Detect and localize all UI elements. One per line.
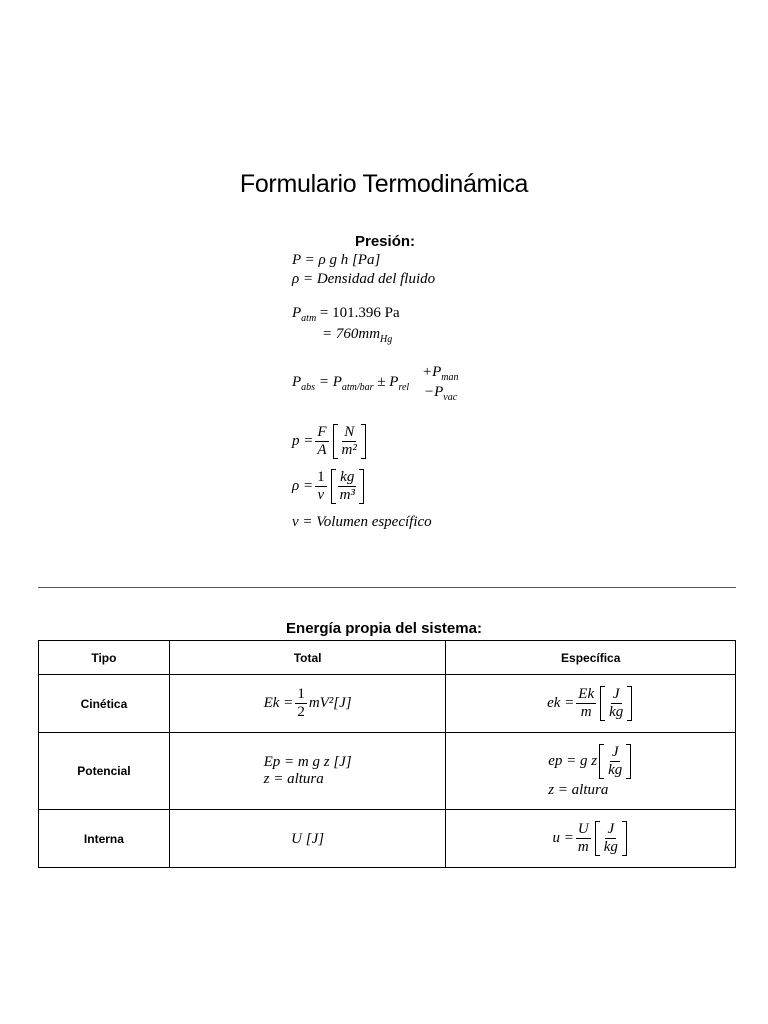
p-fraction-eq [292,424,368,459]
rho-unit-den: m³ [339,487,355,503]
p-unit-num: N [344,424,355,440]
cinetica-label: Cinética [39,675,170,733]
rho-fraction-eq [292,469,366,504]
p-unit-den: m² [341,442,357,458]
interna-unit-bracket [595,821,627,856]
interna-unit-num: J [607,821,615,837]
p-unit-bracket [333,424,366,459]
patm-hg-sub: Hg [380,334,393,345]
rho-fraction [315,469,327,504]
cinetica-especifica [446,675,736,733]
cinetica-unit [607,686,625,721]
p-unit [340,424,359,459]
cinetica-total-rhs: mV²[J] [308,695,352,711]
p-num: F [317,424,327,440]
pman-sub: man [441,372,459,383]
pman-symbol: +P [422,364,442,380]
potencial-unit-num: J [611,743,619,760]
cinetica-unit-num: J [612,686,620,702]
potencial-unit [606,744,624,779]
table-row-cinetica [39,675,736,733]
pabs-rel: ± P [377,374,399,390]
potencial-total-eq [264,754,352,788]
p-den: A [317,442,327,458]
cinetica-half-den: 2 [297,704,305,720]
pabs-symbol: P [292,374,302,390]
interna-esp-lhs: u = [552,830,574,846]
interna-total-eq: U [J] [291,830,325,847]
cinetica-unit-den: kg [609,704,624,720]
rho-num: 1 [317,469,325,485]
potencial-label: Potencial [39,733,170,810]
patm-symbol: P [292,305,302,321]
interna-esp-den: m [577,839,589,855]
interna-total [169,810,446,868]
interna-esp-frac [576,821,591,856]
interna-esp-eq [553,821,629,856]
rho-unit-bracket [331,469,364,504]
header-tipo: Tipo [39,641,170,675]
header-total: Total [169,641,446,675]
potencial-esp-eq [548,744,633,799]
interna-unit [602,821,620,856]
potencial-total-l1: Ep = m g z [J] [263,754,352,770]
pabs-atm-sub: atm/bar [341,382,374,393]
cinetica-half-num: 1 [297,686,305,702]
table-row-interna [39,810,736,868]
pvac-term [424,384,457,401]
cinetica-esp-frac [576,686,596,721]
p-lhs: p = [292,433,314,449]
volumen-line: v = Volumen específico [292,514,432,530]
pabs-rel-sub: rel [398,382,410,393]
cinetica-esp-den: m [580,704,592,720]
header-especifica: Específica [446,641,736,675]
table-header-row [39,641,736,675]
pabs-atm: = P [318,374,342,390]
potencial-unit-den: kg [608,761,623,778]
cinetica-esp-num: Ek [578,686,595,702]
cinetica-total-lhs: Ek = [263,695,294,711]
interna-unit-den: kg [603,839,618,855]
pabs-eq [292,374,409,391]
p-fraction [315,424,328,459]
rho-unit-num: kg [340,469,355,485]
pabs-sub: abs [301,382,316,393]
potencial-esp-lhs: ep = g z [548,752,598,769]
energia-table [38,640,736,868]
cinetica-esp-lhs: ek = [547,695,575,711]
cinetica-total-eq [264,686,352,721]
cinetica-esp-eq [547,686,634,721]
pvac-symbol: −P [424,384,444,400]
cinetica-unit-bracket [600,686,632,721]
potencial-esp-row [548,744,633,779]
presion-heading: Presión: [355,233,416,250]
energia-heading: Energía propia del sistema: [286,620,482,637]
presion-eq-1: P = ρ g h [Pa] [292,252,381,268]
potencial-total [169,733,446,810]
pman-term [422,364,459,381]
pvac-sub: vac [443,392,458,403]
patm-value: = 101.396 Pa [319,305,400,321]
interna-label: Interna [39,810,170,868]
potencial-total-l2: z = altura [263,771,324,787]
potencial-unit-bracket [599,744,631,779]
patm-eq [292,305,400,322]
rho-den: v [317,487,325,503]
cinetica-total [169,675,446,733]
patm-sub: atm [301,313,317,324]
potencial-especifica [446,733,736,810]
section-divider [38,587,736,588]
patm-value-2: = 760mm [322,326,381,342]
rho-lhs: ρ = [292,478,314,494]
presion-eq-2: ρ = Densidad del fluido [292,271,436,287]
interna-especifica [446,810,736,868]
cinetica-half [295,686,307,721]
potencial-esp-l2: z = altura [548,781,609,798]
page-title: Formulario Termodinámica [239,170,529,198]
patm-eq-2 [322,326,392,343]
table-row-potencial [39,733,736,810]
rho-unit [338,469,357,504]
interna-esp-num: U [577,821,589,837]
